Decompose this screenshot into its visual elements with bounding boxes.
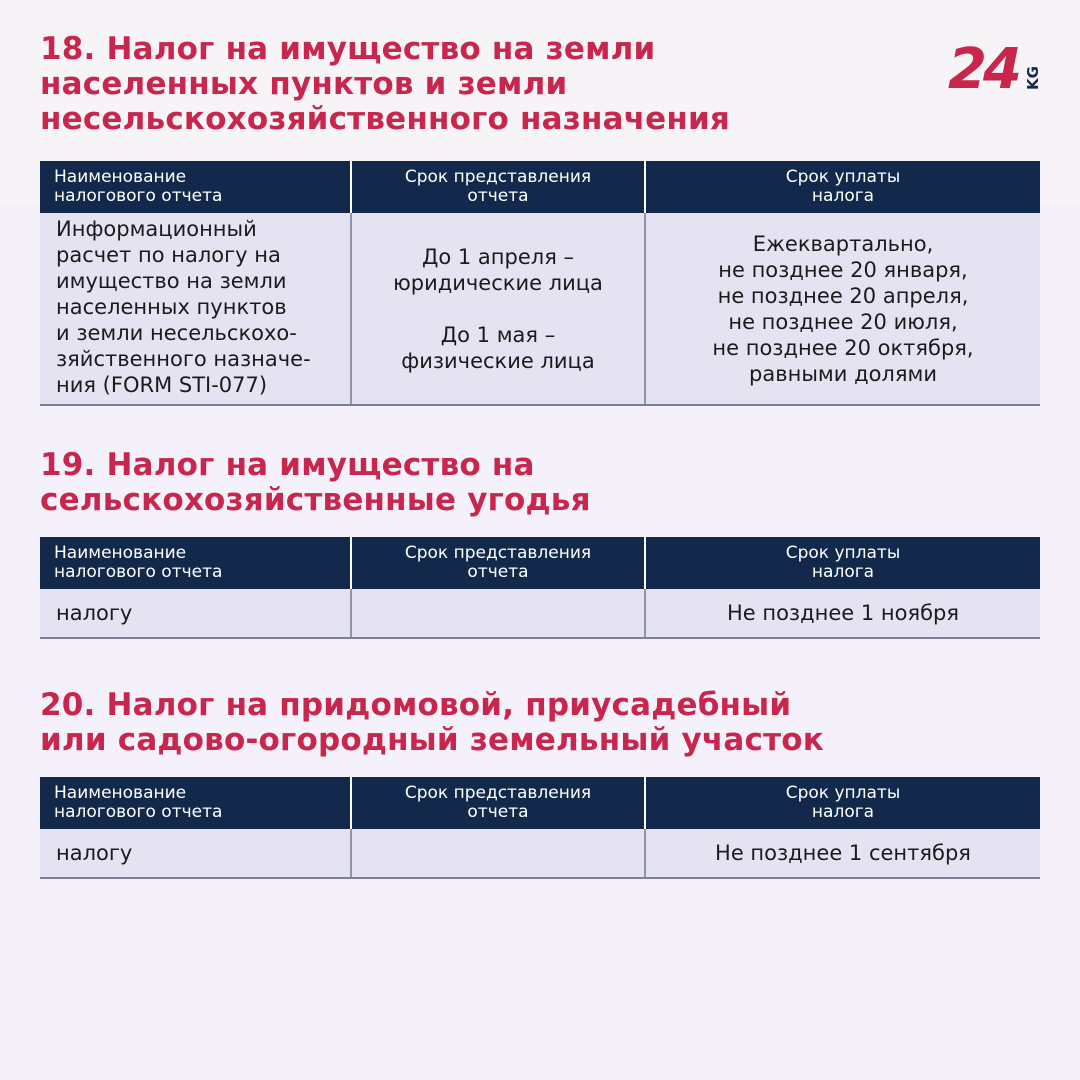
section-20-title: 20. Налог на придомовой, приусадебный или садово-огородный земельный участок — [40, 687, 824, 758]
header-report-name: Наименование налогового отчета — [40, 537, 351, 589]
header-submission-deadline: Срок представления отчета — [351, 537, 645, 589]
cell-payment-deadline: Не позднее 1 ноября — [645, 589, 1040, 638]
header-report-name: Наименование налогового отчета — [40, 777, 351, 829]
cell-report-name: налогу — [40, 589, 351, 638]
header-payment-deadline: Срок уплаты налога — [645, 537, 1040, 589]
header-payment-deadline: Срок уплаты налога — [645, 161, 1040, 213]
section-18-table — [40, 161, 1040, 406]
section-18-title: 18. Налог на имущество на земли населенных пунктов и земли несельскохозяйственного назначения — [40, 31, 731, 137]
table-header-row — [40, 777, 1040, 829]
header-payment-deadline: Срок уплаты налога — [645, 777, 1040, 829]
section-19-title: 19. Налог на имущество на сельскохозяйственные угодья — [40, 447, 591, 518]
cell-submission-deadline — [351, 829, 645, 878]
cell-report-name: Информационный расчет по налогу на имущество на земли населенных пунктов и земли несельскохо- зяйственного назначе- ния (FORM STI-077) — [40, 213, 351, 405]
table-header-row — [40, 161, 1040, 213]
table-row — [40, 589, 1040, 638]
brand-logo — [948, 38, 1044, 96]
cell-payment-deadline: Не позднее 1 сентября — [645, 829, 1040, 878]
section-19-table — [40, 537, 1040, 639]
section-20-table — [40, 777, 1040, 879]
header-report-name: Наименование налогового отчета — [40, 161, 351, 213]
cell-submission-deadline: До 1 апреля – юридические лица До 1 мая – физические лица — [351, 213, 645, 405]
cell-submission-deadline — [351, 589, 645, 638]
table-header-row — [40, 537, 1040, 589]
table-row — [40, 213, 1040, 405]
table-row — [40, 829, 1040, 878]
svg-text:KG: KG — [1024, 66, 1042, 90]
header-submission-deadline: Срок представления отчета — [351, 777, 645, 829]
svg-text:24: 24 — [948, 38, 1018, 96]
cell-report-name: налогу — [40, 829, 351, 878]
cell-payment-deadline: Ежеквартально, не позднее 20 января, не позднее 20 апреля, не позднее 20 июля, не позднее 20 октября, равными долями — [645, 213, 1040, 405]
header-submission-deadline: Срок представления отчета — [351, 161, 645, 213]
